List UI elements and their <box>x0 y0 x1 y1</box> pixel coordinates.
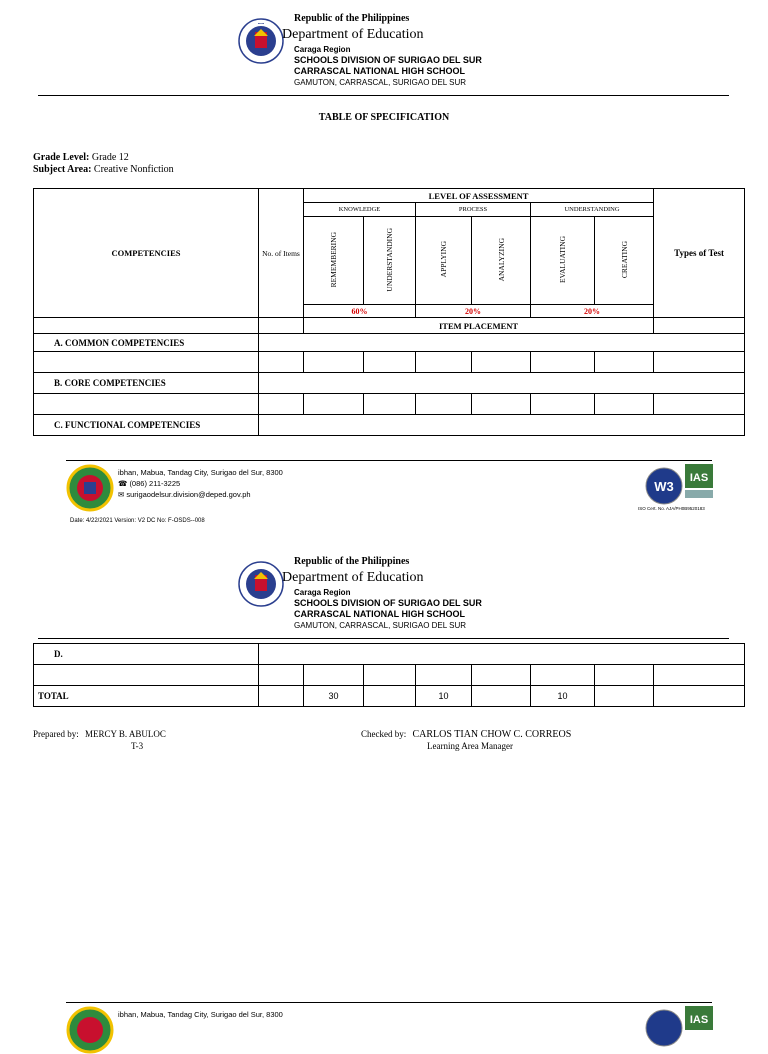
footer-phone: ☎ (086) 211-3225 <box>118 479 181 488</box>
division-name: SCHOOLS DIVISION OF SURIGAO DEL SUR <box>294 598 482 608</box>
ias-logo-icon <box>685 1006 713 1042</box>
analyzing-header: ANALYZING <box>472 217 531 305</box>
phone-icon: ☎ <box>118 479 130 488</box>
republic-label: Republic of the Philippines <box>294 556 410 567</box>
understanding-sub-header: UNDERSTANDING <box>364 217 416 305</box>
subject-label: Subject Area: <box>33 164 92 175</box>
grade-level <box>33 152 129 163</box>
remembering-header: REMEMBERING <box>304 217 364 305</box>
section-b-label: B. CORE COMPETENCIES <box>34 373 259 394</box>
total-knowledge: 30 <box>304 686 364 707</box>
school-name: CARRASCAL NATIONAL HIGH SCHOOL <box>294 66 465 76</box>
understanding-percent: 20% <box>531 305 654 318</box>
prepared-name: MERCY B. ABULOC <box>84 729 166 739</box>
w3-cert-logo-icon <box>644 466 684 506</box>
level-assessment-header: LEVEL OF ASSESSMENT <box>304 189 654 203</box>
subject-area <box>33 164 174 175</box>
department-name: Department of Education <box>282 570 424 585</box>
section-a-label: A. COMMON COMPETENCIES <box>34 334 259 352</box>
applying-header: APPLYING <box>416 217 472 305</box>
svg-text:IAS: IAS <box>689 1014 709 1026</box>
types-of-test-header: Types of Test <box>654 189 745 318</box>
school-address: GAMUTON, CARRASCAL, SURIGAO DEL SUR <box>294 621 467 630</box>
checked-name: CARLOS TIAN CHOW C. CORREOS <box>412 729 572 740</box>
checked-title: Learning Area Manager <box>427 741 513 751</box>
creating-header: CREATING <box>595 217 654 305</box>
prepared-label: Prepared by: <box>33 729 79 739</box>
process-header: PROCESS <box>416 203 531 217</box>
header-divider <box>38 95 729 96</box>
iso-cert-note: ISO Cert. No. AJA/PH0B9520183 <box>638 506 705 511</box>
section-c-label: C. FUNCTIONAL COMPETENCIES <box>34 415 259 436</box>
footer-divider <box>66 1002 712 1003</box>
deped-seal-icon <box>238 561 284 607</box>
grade-value: Grade 12 <box>91 152 129 163</box>
school-address: GAMUTON, CARRASCAL, SURIGAO DEL SUR <box>294 78 467 87</box>
region-name: Caraga Region <box>294 45 351 54</box>
document-title: TABLE OF SPECIFICATION <box>318 112 450 123</box>
section-d-label: D. <box>34 644 259 665</box>
w3-cert-logo-icon <box>644 1008 684 1048</box>
no-items-header: No. of Items <box>259 189 304 318</box>
deped-seal-icon <box>238 18 284 64</box>
grade-label: Grade Level: <box>33 152 90 163</box>
header-divider <box>38 638 729 639</box>
footer-email: ✉ surigaodelsur.division@deped.gov.ph <box>118 490 251 499</box>
evaluating-header: EVALUATING <box>531 217 595 305</box>
knowledge-header: KNOWLEDGE <box>304 203 416 217</box>
division-logo-icon <box>66 464 114 512</box>
item-placement-header: ITEM PLACEMENT <box>304 318 654 334</box>
svg-text:IAS: IAS <box>689 472 709 484</box>
division-name: SCHOOLS DIVISION OF SURIGAO DEL SUR <box>294 55 482 65</box>
svg-text:•••••: ••••• <box>257 21 265 26</box>
specification-table <box>33 188 745 436</box>
region-name: Caraga Region <box>294 588 351 597</box>
department-name: Department of Education <box>282 27 424 42</box>
school-name: CARRASCAL NATIONAL HIGH SCHOOL <box>294 609 465 619</box>
subject-value: Creative Nonfiction <box>93 164 174 175</box>
republic-label: Republic of the Philippines <box>294 13 410 24</box>
specification-table-continued <box>33 643 745 707</box>
table-row <box>34 394 745 415</box>
knowledge-percent: 60% <box>304 305 416 318</box>
division-logo-icon <box>66 1006 114 1054</box>
total-label: TOTAL <box>34 686 259 707</box>
footer-divider <box>66 460 712 461</box>
svg-text:W3: W3 <box>654 479 674 494</box>
prepared-title: T-3 <box>131 741 144 751</box>
understanding-header: UNDERSTANDING <box>531 203 654 217</box>
process-percent: 20% <box>416 305 531 318</box>
ias-logo-icon <box>685 464 713 500</box>
footer-address: ibhan, Mabua, Tandag City, Surigao del Sur, 8300 <box>118 468 283 477</box>
table-row <box>34 665 745 686</box>
total-understanding: 10 <box>531 686 595 707</box>
checked-label: Checked by: <box>361 729 407 739</box>
document-control-info: Date: 4/22/2021 Version: V2 DC No: F-OSDS--008 <box>70 518 205 524</box>
email-icon: ✉ <box>118 490 127 499</box>
footer-address: ibhan, Mabua, Tandag City, Surigao del Sur, 8300 <box>118 1010 283 1019</box>
total-process: 10 <box>416 686 472 707</box>
competencies-header: COMPETENCIES <box>34 189 259 318</box>
checked-by <box>361 729 571 740</box>
table-row <box>34 352 745 373</box>
prepared-by <box>33 729 166 739</box>
